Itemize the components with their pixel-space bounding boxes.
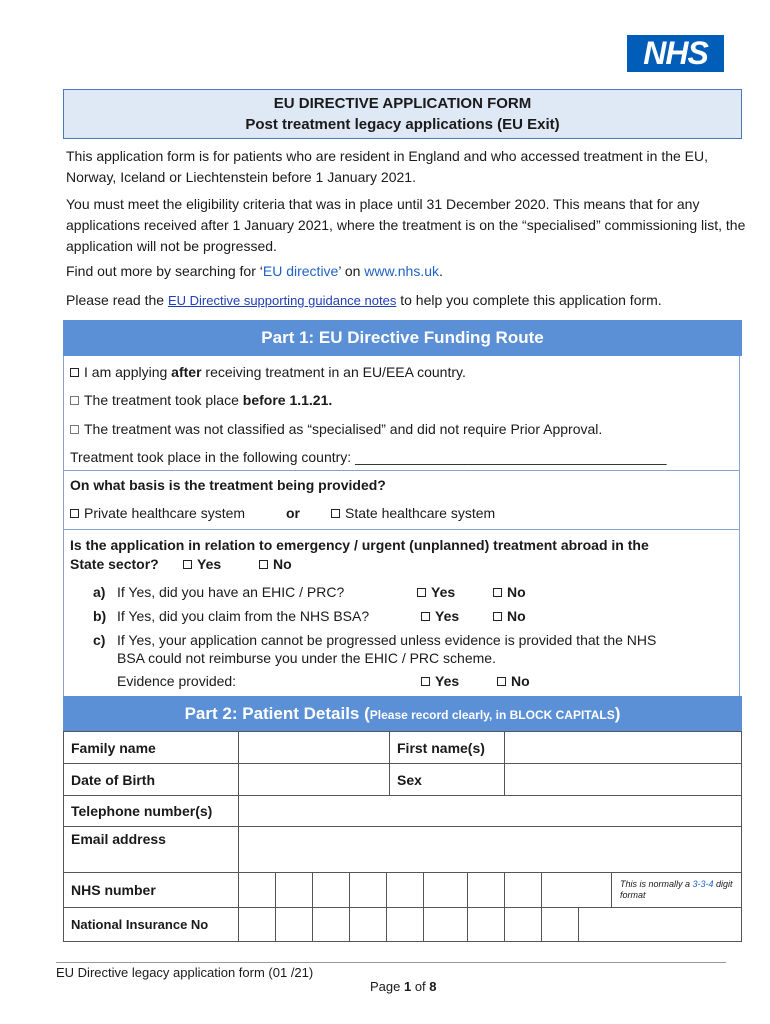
family-name-input[interactable]: [239, 732, 390, 764]
sex-label: Sex: [390, 764, 505, 796]
nhs-number-hint: [611, 873, 741, 908]
telephone-input[interactable]: [239, 796, 742, 827]
digit-box[interactable]: [467, 872, 504, 942]
first-names-label: First name(s): [390, 732, 505, 764]
checkbox[interactable]: [421, 612, 430, 621]
state-healthcare-option[interactable]: [331, 504, 495, 522]
applying-after-checkbox-row[interactable]: [70, 363, 466, 381]
checkbox[interactable]: [70, 396, 79, 405]
label: Yes: [431, 584, 456, 600]
label: The treatment took place: [84, 392, 243, 408]
digit-box[interactable]: [541, 872, 578, 942]
heading-text: ): [614, 704, 621, 723]
item-c-label: c): [93, 632, 106, 648]
divider: [63, 529, 740, 530]
checkbox[interactable]: [417, 588, 426, 597]
emergency-yes-option[interactable]: [183, 555, 221, 573]
item-c-text-line1: If Yes, your application cannot be progressed unless evidence is provided that the NHS: [117, 632, 657, 648]
part1-heading: Part 1: EU Directive Funding Route: [63, 320, 742, 356]
ehic-no-option[interactable]: [493, 583, 526, 601]
emergency-question-line2: [70, 555, 159, 573]
intro-paragraph-2: You must meet the eligibility criteria that was in place until 31 December 2020. This means that for any applications received after 1 January 2021, where the treatment is on the “specialised” commissioning list, the application will not be progressed.: [66, 196, 746, 254]
sex-input[interactable]: [505, 764, 742, 796]
label-bold: before 1.1.21.: [242, 392, 333, 408]
checkbox[interactable]: [70, 368, 79, 377]
dob-input[interactable]: [239, 764, 390, 796]
intro-text: to help you complete this application form.: [396, 292, 662, 308]
item-c-text-line2: BSA could not reimburse you under the EHIC / PRC scheme.: [117, 650, 496, 666]
family-name-label: Family name: [64, 732, 239, 764]
label: Private healthcare system: [84, 505, 246, 521]
intro-text: Please read the: [66, 292, 168, 308]
label: No: [507, 584, 526, 600]
label: State healthcare system: [345, 505, 496, 521]
item-b-label: b): [93, 608, 107, 624]
guidance-notes-link[interactable]: EU Directive supporting guidance notes: [167, 293, 397, 308]
emergency-no-option[interactable]: [259, 555, 292, 573]
checkbox[interactable]: [493, 612, 502, 621]
digit-box[interactable]: [312, 872, 349, 942]
email-label: Email address: [64, 827, 239, 873]
page-total: 8: [429, 979, 437, 994]
divider: [63, 470, 740, 471]
intro-paragraph-3: [66, 261, 756, 282]
heading-note: Please record clearly, in BLOCK CAPITALS: [369, 708, 615, 722]
not-classified-checkbox-row[interactable]: [70, 420, 602, 438]
checkbox[interactable]: [493, 588, 502, 597]
footer-form-reference: EU Directive legacy application form (01 /21): [56, 965, 314, 980]
dob-label: Date of Birth: [64, 764, 239, 796]
part2-heading: [63, 696, 742, 732]
digit-box[interactable]: [504, 872, 541, 942]
checkbox[interactable]: [259, 560, 268, 569]
digit-box[interactable]: [275, 872, 312, 942]
form-title: EU DIRECTIVE APPLICATION FORM: [273, 95, 532, 112]
digit-box[interactable]: [578, 907, 615, 942]
checkbox[interactable]: [70, 509, 79, 518]
telephone-label: Telephone number(s): [64, 796, 239, 827]
checkbox[interactable]: [421, 677, 430, 686]
page-number: [370, 979, 437, 994]
nhs-website-link[interactable]: www.nhs.uk: [364, 263, 439, 279]
ni-number-label: National Insurance No: [64, 908, 239, 942]
digit-box[interactable]: [386, 872, 423, 942]
evidence-no-option[interactable]: [497, 672, 530, 690]
digit-box[interactable]: [349, 872, 386, 942]
intro-text: .: [439, 263, 443, 279]
label: The treatment was not classified as “specialised” and did not require Prior Approval.: [84, 421, 603, 437]
label: receiving treatment in an EU/EEA country.: [201, 364, 466, 380]
email-input[interactable]: [239, 827, 742, 873]
first-names-input[interactable]: [505, 732, 742, 764]
basis-question: On what basis is the treatment being provided?: [70, 477, 386, 493]
label-bold: after: [171, 364, 202, 380]
hint-text: This is normally a: [620, 879, 693, 889]
item-a-label: a): [93, 584, 106, 600]
hint-text: digit format: [620, 879, 733, 900]
nhs-number-label: NHS number: [64, 873, 239, 908]
item-b-text: If Yes, did you claim from the NHS BSA?: [117, 608, 370, 624]
intro-paragraph-4: [66, 290, 756, 311]
label: No: [273, 556, 292, 572]
form-title-box: [63, 89, 742, 139]
treatment-country-field[interactable]: Treatment took place in the following country: ________________________________________: [70, 449, 667, 465]
evidence-label: Evidence provided:: [117, 673, 237, 689]
page-label: of: [411, 979, 430, 994]
page-current: 1: [403, 979, 412, 994]
label: Yes: [435, 673, 460, 689]
footer-divider: [56, 962, 726, 963]
nhs-logo: NHS: [627, 35, 724, 72]
checkbox[interactable]: [183, 560, 192, 569]
intro-text: ’ on: [338, 263, 365, 279]
nhsbsa-yes-option[interactable]: [421, 607, 459, 625]
label: No: [511, 673, 530, 689]
item-a-text: If Yes, did you have an EHIC / PRC?: [117, 584, 345, 600]
intro-paragraph-1: This application form is for patients who are resident in England and who accessed treatment in the EU, Norway, Iceland or Liechtenstein before 1 January 2021.: [66, 148, 709, 185]
nhsbsa-no-option[interactable]: [493, 607, 526, 625]
digit-box[interactable]: [423, 872, 460, 942]
checkbox[interactable]: [70, 425, 79, 434]
private-healthcare-option[interactable]: [70, 504, 245, 522]
form-subtitle: Post treatment legacy applications (EU Exit): [245, 116, 560, 133]
or-label: or: [286, 505, 300, 521]
ehic-yes-option[interactable]: [417, 583, 455, 601]
emergency-question-line1: Is the application in relation to emergency / urgent (unplanned) treatment abroad in the: [70, 537, 649, 553]
label: No: [507, 608, 526, 624]
evidence-yes-option[interactable]: [421, 672, 459, 690]
label: State sector?: [70, 556, 159, 572]
eu-directive-search-link[interactable]: EU directive: [262, 263, 339, 279]
heading-text: Part 2: Patient Details (: [184, 704, 370, 723]
label: Yes: [435, 608, 460, 624]
label: I am applying: [84, 364, 172, 380]
took-place-before-checkbox-row[interactable]: [70, 391, 332, 409]
hint-format: 3-3-4: [692, 879, 714, 889]
label: Yes: [197, 556, 222, 572]
intro-text: Find out more by searching for ‘: [66, 263, 263, 279]
checkbox[interactable]: [497, 677, 506, 686]
page-label: Page: [370, 979, 404, 994]
checkbox[interactable]: [331, 509, 340, 518]
